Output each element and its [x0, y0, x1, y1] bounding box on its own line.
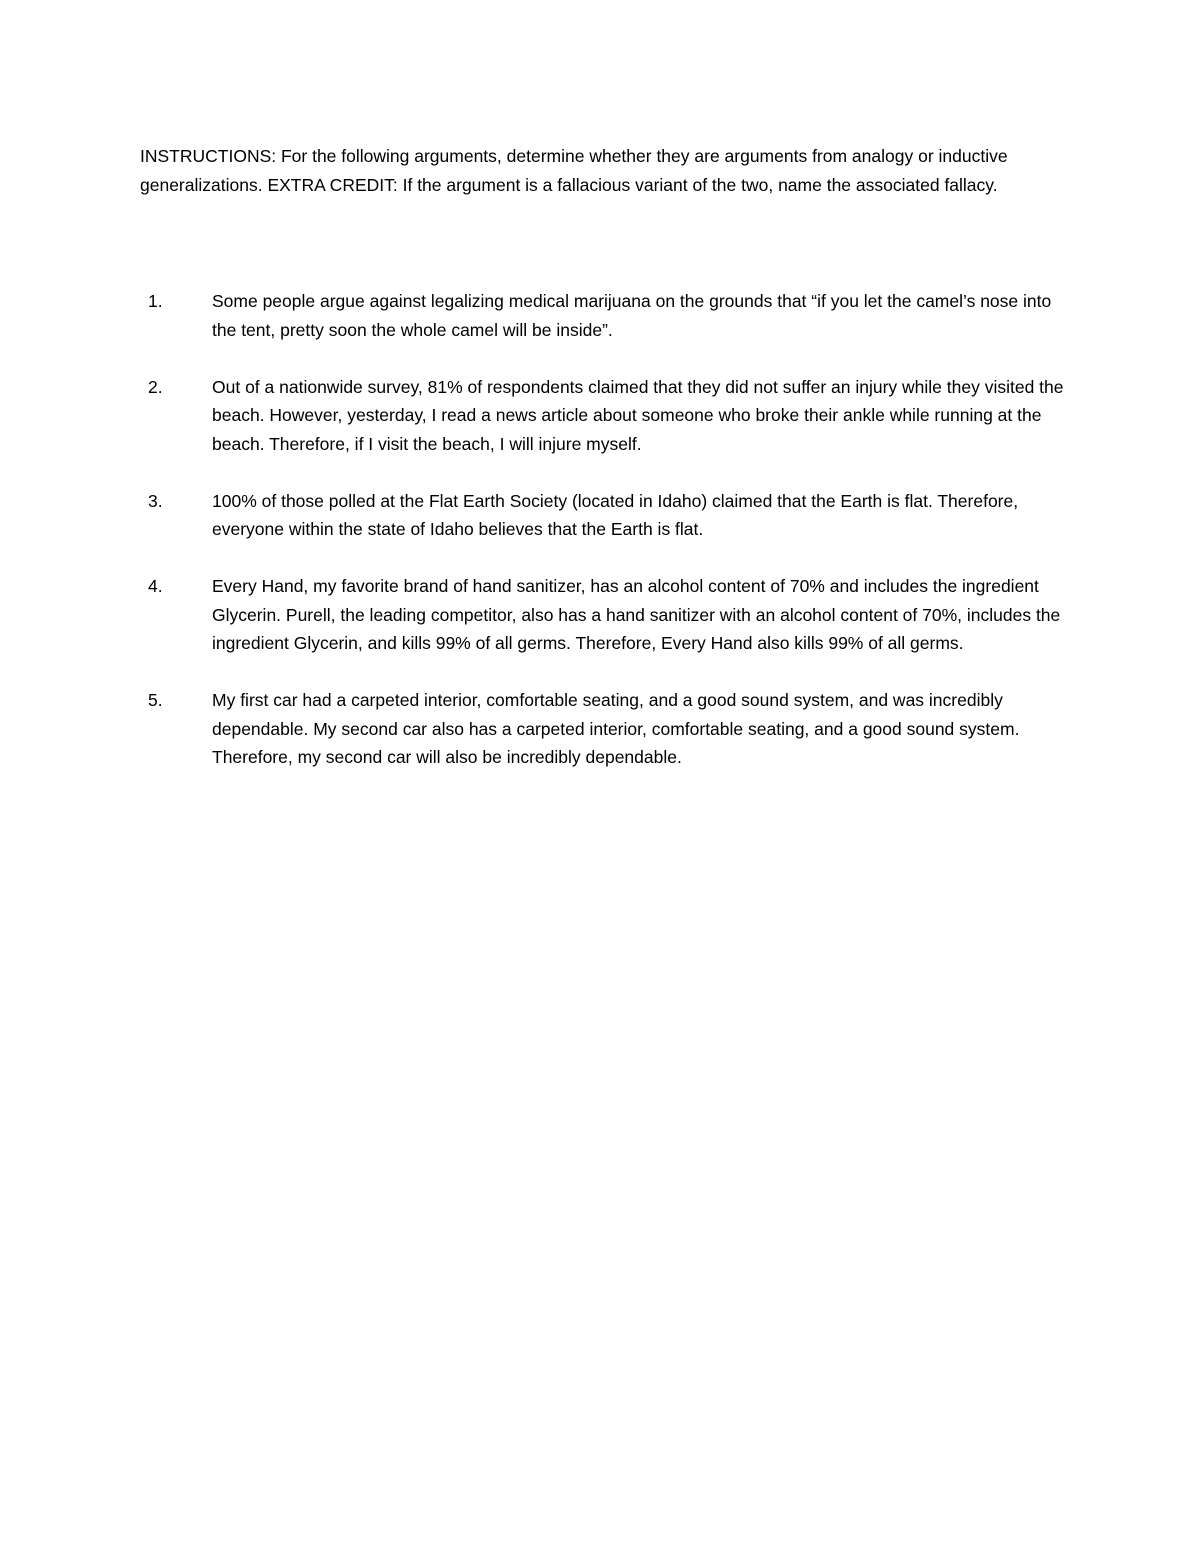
list-item: [140, 373, 1070, 459]
list-item-number: 4.: [148, 576, 163, 596]
list-item: [140, 287, 1070, 344]
list-item: [140, 487, 1070, 544]
list-item-number: 3.: [148, 490, 163, 511]
instructions-paragraph: INSTRUCTIONS: For the following arguments, determine whether they are arguments from analogy or inductive generalizations. EXTRA CREDIT: If the argument is a fallacious variant of the two, name the associated fallacy.: [140, 146, 1008, 195]
list-item-number: 5.: [148, 690, 163, 710]
list-item-number: 2.: [148, 376, 163, 397]
list-item-text: Every Hand, my favorite brand of hand sanitizer, has an alcohol content of 70% and includes the ingredient Glycerin. Purell, the leading competitor, also has a hand sanitizer with an alcohol content of 70%, includes the ingredient Glycerin, and kills 99% of all germs. Therefore, Every Hand also kills 99% of all germs.: [212, 576, 1061, 653]
list-item-number: 1.: [148, 291, 163, 311]
list-item-text: Some people argue against legalizing medical marijuana on the grounds that “if you let the camel’s nose into the tent, pretty soon the whole camel will be inside”.: [212, 291, 1052, 340]
argument-list: [140, 287, 1070, 800]
list-item-text: My first car had a carpeted interior, comfortable seating, and a good sound system, and was incredibly dependable. My second car also has a carpeted interior, comfortable seating, and a good sound system. Therefore, my second car will also be incredibly dependable.: [212, 690, 1020, 767]
list-item: [140, 686, 1070, 772]
list-item-text: 100% of those polled at the Flat Earth Society (located in Idaho) claimed that the Earth is flat. Therefore, everyone within the state of Idaho believes that the Earth is flat.: [212, 490, 1019, 539]
list-item: [140, 572, 1070, 658]
list-item-text: Out of a nationwide survey, 81% of respondents claimed that they did not suffer an injury while they visited the beach. However, yesterday, I read a news article about someone who broke their ankle while running at the beach. Therefore, if I visit the beach, I will injure myself.: [212, 376, 1064, 454]
